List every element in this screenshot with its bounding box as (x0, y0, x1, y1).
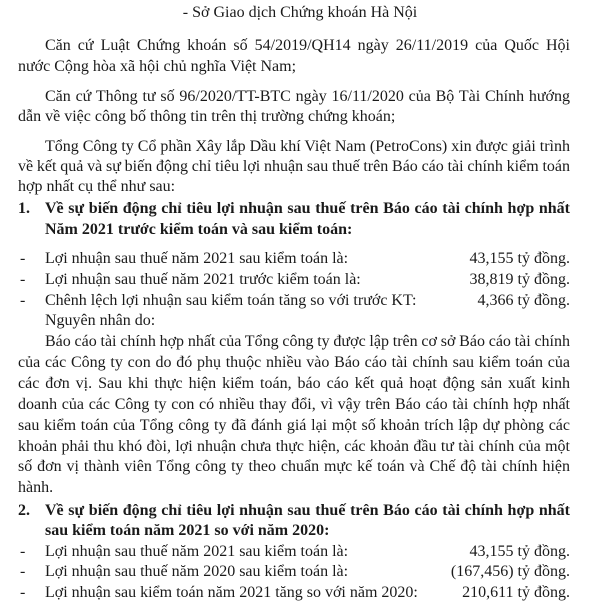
paragraph-line: Tổng Công ty Cổ phần Xây lắp Dầu khí Việt Nam (PetroCons) xin được giải trình (45, 138, 570, 155)
section-number: 2. (18, 502, 30, 519)
item-value: (167,456) tỷ đồng. (450, 563, 570, 580)
paragraph-line: hành. (18, 479, 54, 496)
item-label: Lợi nhuận sau thuế năm 2020 sau kiểm toán là: (45, 563, 349, 580)
item-value: 38,819 tỷ đồng. (469, 271, 570, 288)
item-label: Lợi nhuận sau kiểm toán năm 2021 tăng so với năm 2020: (45, 584, 418, 601)
item-value: 43,155 tỷ đồng. (469, 250, 570, 267)
bullet-dash: - (20, 543, 26, 560)
cause-label: Nguyên nhân do: (45, 312, 156, 329)
paragraph-line: Căn cứ Luật Chứng khoán số 54/2019/QH14 ngày 26/11/2019 của Quốc Hội (45, 37, 570, 54)
paragraph-line: doanh của các Công ty con có nhiều thay đổi, vì vậy trên Báo cáo tài chính hợp nhất (18, 396, 570, 413)
item-value: 4,366 tỷ đồng. (477, 292, 570, 309)
paragraph-line: sau kiểm toán của Tổng công ty đã đánh giá lại một số khoản trích lập dự phòng các (18, 417, 570, 434)
paragraph-line: về kết quả và sự biến động chỉ tiêu lợi nhuận sau thuế trên Báo cáo tài chính kiểm toán (18, 158, 570, 175)
section-heading: sau kiểm toán năm 2021 so với năm 2020: (45, 522, 330, 539)
item-label: Lợi nhuận sau thuế năm 2021 sau kiểm toán là: (45, 543, 349, 560)
section-number: 1. (18, 200, 30, 217)
paragraph-line: khoản phải thu khó đòi, lợi nhuận chưa thực hiện, các khoản đầu tư tài chính của một (18, 438, 570, 455)
bullet-dash: - (20, 271, 26, 288)
paragraph-line: hợp nhất cụ thể như sau: (18, 178, 176, 195)
item-label: Lợi nhuận sau thuế năm 2021 sau kiểm toán là: (45, 250, 349, 267)
bullet-dash: - (20, 584, 26, 601)
section-heading: Về sự biến động chỉ tiêu lợi nhuận sau thuế trên Báo cáo tài chính hợp nhất (45, 200, 570, 217)
paragraph-line: Báo cáo tài chính hợp nhất của Tổng công ty được lập trên cơ sở Báo cáo tài chính (45, 333, 570, 350)
section-heading: Về sự biến động chỉ tiêu lợi nhuận sau thuế trên Báo cáo tài chính hợp nhất (45, 502, 570, 519)
paragraph-line: nước Cộng hòa xã hội chủ nghĩa Việt Nam; (18, 58, 297, 75)
paragraph-line: dẫn về việc công bố thông tin trên thị trường chứng khoán; (18, 108, 396, 125)
section-heading: Năm 2021 trước kiểm toán và sau kiểm toán: (45, 221, 353, 238)
paragraph-line: Căn cứ Thông tư số 96/2020/TT-BTC ngày 16/11/2020 của Bộ Tài Chính hướng (45, 88, 570, 105)
recipient-line: - Sở Giao dịch Chứng khoán Hà Nội (182, 4, 418, 21)
bullet-dash: - (20, 250, 26, 267)
item-label: Chênh lệch lợi nhuận sau kiểm toán tăng so với trước KT: (45, 292, 417, 309)
bullet-dash: - (20, 292, 26, 309)
paragraph-line: các đơn vị. Sau khi thực hiện kiểm toán, báo cáo kết quả hoạt động sản xuất kinh (18, 375, 570, 392)
item-label: Lợi nhuận sau thuế năm 2021 trước kiểm toán là: (45, 271, 361, 288)
bullet-dash: - (20, 563, 26, 580)
item-value: 210,611 tỷ đồng. (462, 584, 570, 601)
paragraph-line: số đơn vị thành viên Tổng công ty theo chuẩn mực kế toán và Chế độ tài chính hiện (18, 458, 570, 475)
item-value: 43,155 tỷ đồng. (469, 543, 570, 560)
paragraph-line: của các Công ty con do đó phụ thuộc nhiều vào Báo cáo tài chính sau kiểm toán của (18, 354, 570, 371)
